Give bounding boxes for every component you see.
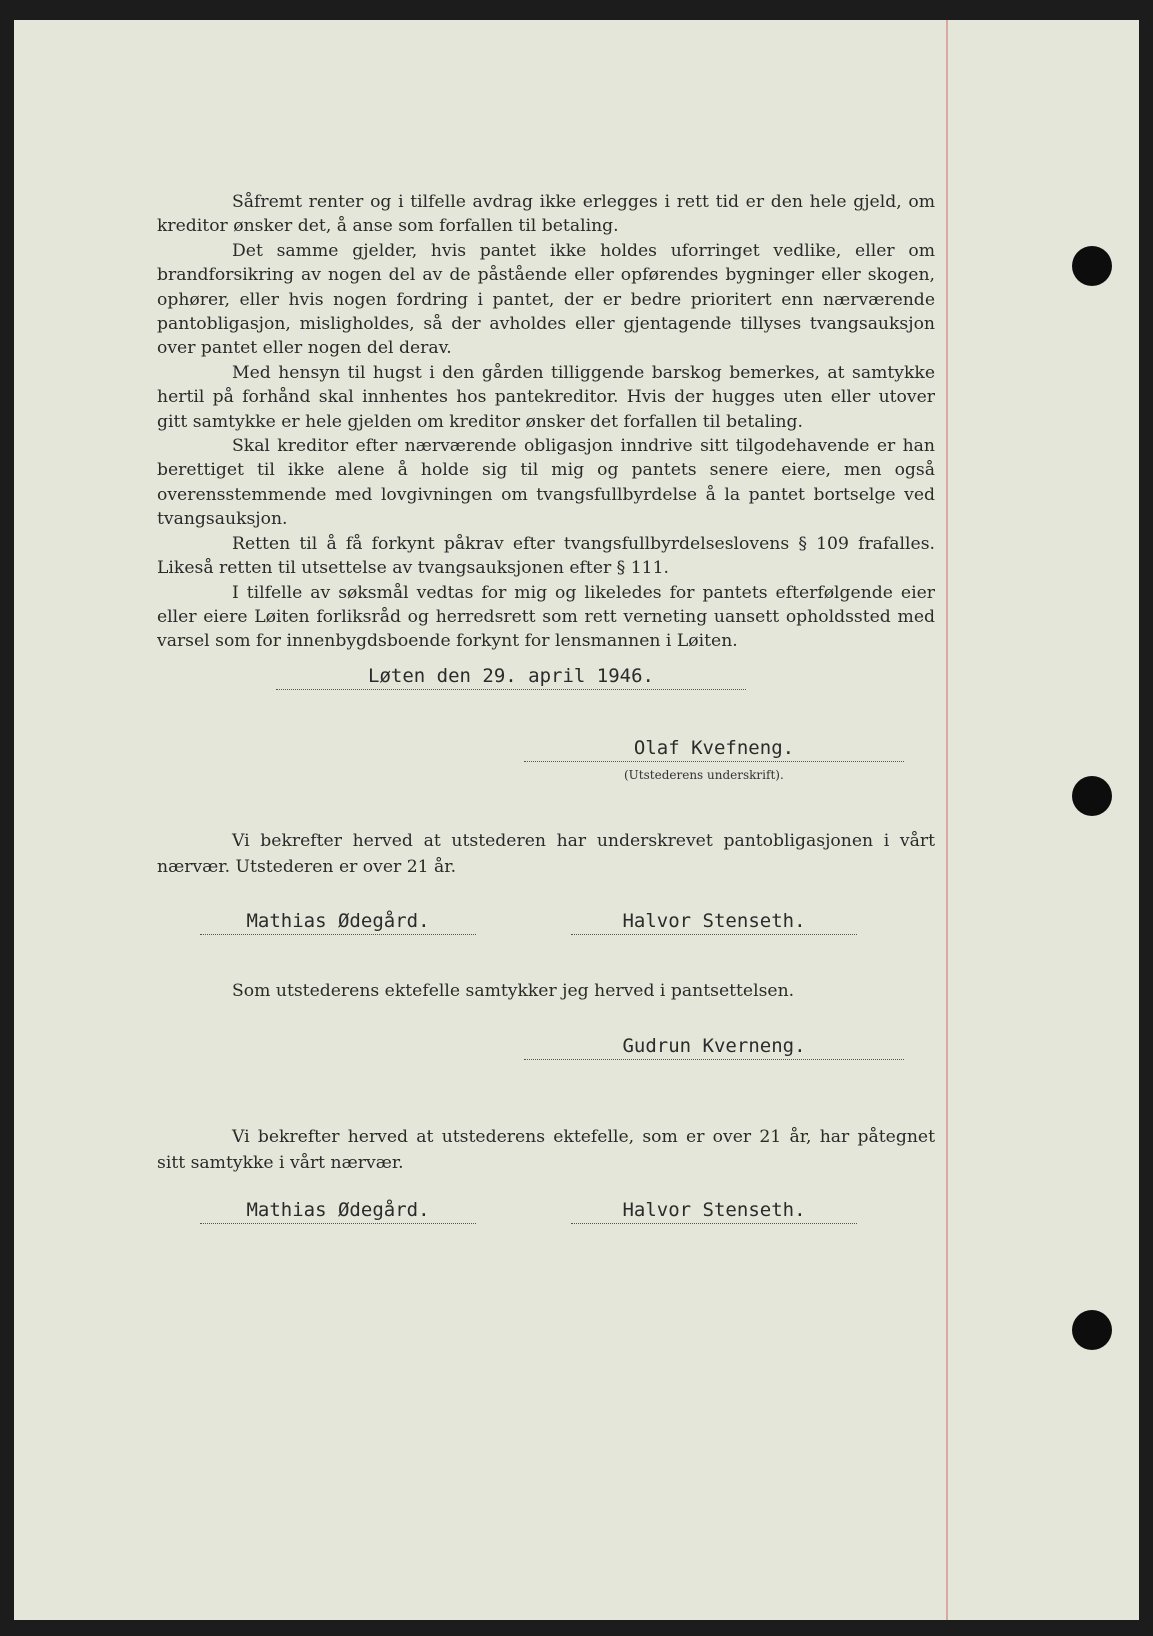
punch-hole-bottom: [1072, 1310, 1112, 1350]
document-page: [14, 20, 1139, 1620]
witness-signature-2a: Mathias Ødegård.: [200, 1197, 476, 1224]
spouse-signature: Gudrun Kverneng.: [524, 1033, 904, 1060]
witness-statement-2-text: Vi bekrefter herved at utstederens ektefelle, som er over 21 år, har påtegnet sitt samtykke i vårt nærvær.: [157, 1127, 935, 1173]
terms-body: [157, 190, 935, 654]
paragraph-default: Såfremt renter og i tilfelle avdrag ikke erlegges i rett tid er den hele gjeld, om kreditor ønsker det, å anse som forfallen til betaling.: [157, 192, 935, 237]
witness-signature-1a: Mathias Ødegård.: [200, 908, 476, 935]
witness-statement-2: [157, 1124, 935, 1176]
issuer-caption: (Utstederens underskrift).: [624, 768, 784, 782]
punch-hole-middle: [1072, 776, 1112, 816]
witness-statement-1: [157, 828, 935, 880]
margin-rule: [946, 20, 948, 1620]
spouse-statement-text: Som utstederens ektefelle samtykker jeg herved i pantsettelsen.: [232, 981, 795, 1001]
witness-signature-2b: Halvor Stenseth.: [571, 1197, 857, 1224]
witness-signature-1b: Halvor Stenseth.: [571, 908, 857, 935]
paragraph-waiver: Retten til å få forkynt påkrav efter tvangsfullbyrdelseslovens § 109 frafalles. Likeså retten til utsettelse av tvangsauksjonen efter § 111.: [157, 533, 935, 579]
place-date-line: Løten den 29. april 1946.: [276, 663, 746, 690]
witness-statement-1-text: Vi bekrefter herved at utstederen har underskrevet pantobligasjonen i vårt nærvær. Utstederen er over 21 år.: [157, 831, 935, 877]
paragraph-logging: Med hensyn til hugst i den gården tilliggende barskog bemerkes, at samtykke hertil på forhånd skal innhentes hos pantekreditor. Hvis der hugges uten eller utover gitt samtykke er hele gjelden om kreditor ønsker det forfallen til betaling.: [157, 362, 935, 432]
paragraph-enforcement: Skal kreditor efter nærværende obligasjon inndrive sitt tilgodehavende er han berettiget til ikke alene å holde sig til mig og pantets senere eiere, men også overensstemmende med lovgivningen om tvangsfullbyrdelse å la pantet bortselge ved tvangsauksjon.: [157, 436, 935, 530]
paragraph-maintenance: Det samme gjelder, hvis pantet ikke holdes uforringet vedlike, eller om brandforsikring av nogen del av de påstående eller opførendes bygninger eller skogen, ophører, eller hvis nogen fordring i pantet, der er bedre prioritert enn nærværende pantobligasjon, misligholdes, så der avholdes eller gjentagende tillyses tvangsauksjon over pantet eller nogen del derav.: [157, 240, 935, 359]
spouse-statement: [157, 978, 935, 1004]
punch-hole-top: [1072, 246, 1112, 286]
paragraph-venue: I tilfelle av søksmål vedtas for mig og likeledes for pantets efterfølgende eier eller eiere Løiten forliksråd og herredsrett som rett verneting uansett opholdssted med varsel som for innenbygdsboende forkynt for lensmannen i Løiten.: [157, 582, 935, 652]
issuer-signature: Olaf Kvefneng.: [524, 735, 904, 762]
